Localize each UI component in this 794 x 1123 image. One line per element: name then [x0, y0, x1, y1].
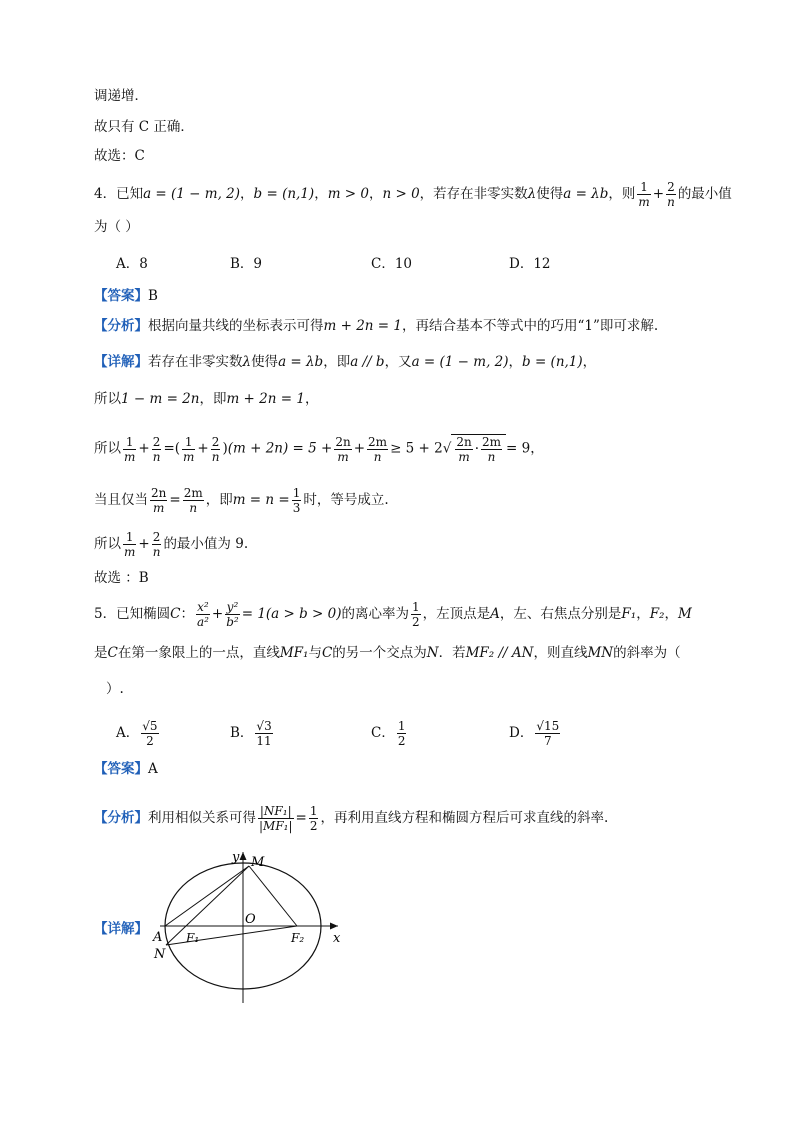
text-line: 调递增． [94, 88, 148, 104]
ellipse-diagram [145, 845, 355, 1010]
step-3: 当且仅当 $\frac{2n}{m}$ = $\frac{2m}{n}$ ，即m = n = $\frac{1}{3}$ 时，等号成立. [94, 486, 389, 515]
text-line: 故选 ：B [94, 570, 149, 586]
step-2: 所以 $\frac{1}{m}$ + $\frac{2}{n}$ =( $\frac{1}{m}$ + $\frac{2}{n}$ )(m + 2n) = 5 + $\frac{2n}{m}$ + $\frac{2m}{n}$ ≥ 5 + 2√ $\frac{2n}{m}$ · $\frac{2m}{n}$ = 9， [94, 434, 544, 464]
option-d: D． $\frac{√15}{7}$ [509, 719, 560, 748]
question-4: 4．已知a = (1 − m, 2)，b = (n,1)，m > 0，n > 0，若存在非零实数λ使得a = λb，则 $\frac{1}{m}$ + $\frac{2}{n}$ 的最小值 [94, 180, 732, 209]
label-a: A [153, 930, 163, 945]
x-axis-arrow [330, 923, 338, 930]
answer-5: 【答案】A [94, 761, 158, 777]
answer-4: 【答案】B [94, 288, 158, 304]
label-n: N [154, 947, 166, 962]
question-5-line2: 是C在第一象限上的一点，直线MF₁与C的另一个交点为N．若MF₂ // AN，则直线MN的斜率为（ [94, 645, 681, 661]
label-f1: F₁ [186, 931, 200, 945]
label-f2: F₂ [291, 931, 305, 945]
option-a: A．8 [116, 256, 148, 272]
step-1: 所以1 − m = 2n，即m + 2n = 1， [94, 391, 319, 407]
option-d: D．12 [509, 256, 551, 272]
option-b: B． $\frac{√3}{11}$ [230, 719, 272, 748]
text-line: ）. [106, 681, 124, 697]
label-y: y [232, 850, 240, 865]
detail-4: 【详解】若存在非零实数λ使得a = λb，即a // b，又a = (1 − m, 2)，b = (n,1)， [94, 354, 597, 370]
option-a: A． $\frac{√5}{2}$ [116, 719, 158, 748]
option-c: C．10 [371, 256, 413, 272]
analysis-4: 【分析】根据向量共线的坐标表示可得m + 2n = 1，再结合基本不等式中的巧用“1”即可求解. [94, 318, 659, 334]
detail-5: 【详解】 [94, 921, 148, 937]
analysis-5: 【分析】利用相似关系可得 $\frac{\text{|NF₁|}}{\text{|MF₁|}}$ = $\frac{1}{2}$ ，再利用直线方程和椭圆方程后可求直线的斜率. [94, 804, 609, 833]
y-axis-arrow [240, 852, 247, 860]
option-c: C． $\frac{1}{2}$ [371, 719, 406, 748]
segment-n-m [166, 866, 249, 945]
label-o: O [245, 912, 256, 927]
segment-a-m [165, 866, 249, 926]
question-5: 5．已知椭圆C： $\frac{\text{x²}}{\text{a²}}$ + $\frac{\text{y²}}{\text{b²}}$ = 1(a > b > 0)的离心率为 $\frac{1}{2}$ ，左顶点是A，左、右焦点分别是F₁，F₂，M [94, 600, 692, 629]
option-b: B．9 [230, 256, 263, 272]
step-4: 所以 $\frac{1}{m}$ + $\frac{2}{n}$ 的最小值为 9. [94, 530, 249, 559]
text-line: 故选：C [94, 148, 145, 164]
text-line: 为（ ） [94, 219, 139, 235]
label-m: M [251, 855, 265, 870]
text-line: 故只有 C 正确． [94, 119, 194, 135]
label-x: x [333, 931, 341, 946]
